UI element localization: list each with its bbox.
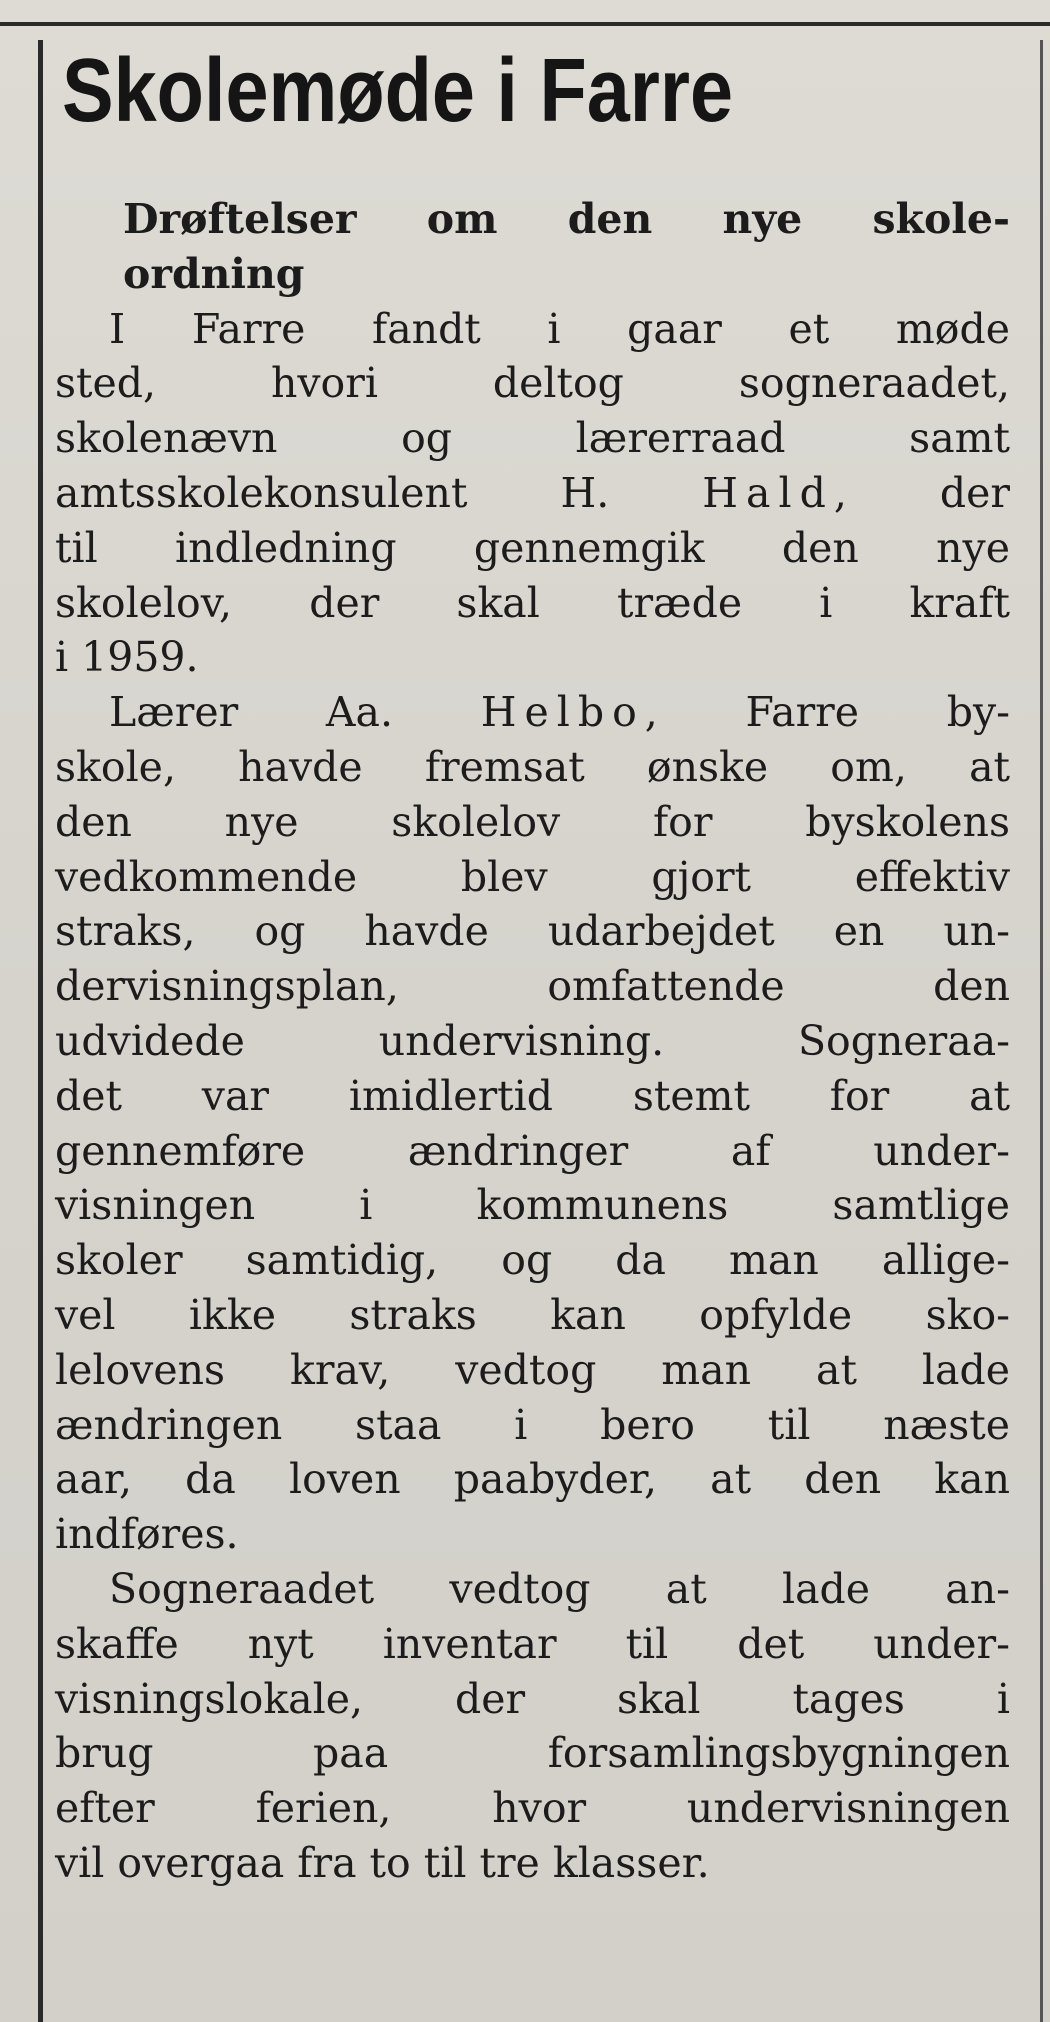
text-line: det var imidlertid stemt for at [55,1071,1010,1120]
text-line: straks, og havde udarbejdet en un- [55,907,1010,956]
text-line: efter ferien, hvor undervisningen [55,1784,1010,1833]
text-line: til indledning gennemgik den nye [55,523,1010,572]
left-column-rule [38,40,43,2022]
text-line: dervisningsplan, omfattende den [55,962,1010,1011]
text-line: Sogneraadet vedtog at lade an- [109,1564,1010,1613]
text-line: indføres. [55,1510,239,1559]
text-line: skaffe nyt inventar til det under- [55,1619,1010,1668]
text-fragment: , der [833,468,1010,517]
text-line: brug paa forsamlingsbygningen [55,1729,1010,1778]
subheadline-line: ordning [123,249,305,298]
text-line: gennemføre ændringer af under- [55,1126,1010,1175]
text-line: ændringen staa i bero til næste [55,1400,1010,1449]
text-fragment: Lærer Aa. [109,688,393,737]
text-line: I Farre fandt i gaar et møde [109,304,1010,353]
text-line: skolelov, der skal træde i kraft [55,578,1010,627]
text-fragment: , Farre by- [644,688,1010,737]
spaced-name-hald: Hald [702,468,834,517]
text-fragment: amtsskolekonsulent H. [55,468,610,517]
subheadline [55,192,1010,302]
headline: Skolemøde i Farre [62,41,734,141]
text-line: skolenævn og lærerraad samt [55,414,1010,463]
text-line [55,685,1010,740]
text-line [55,466,1010,521]
text-line: vil overgaa fra to til tre klasser. [55,1838,710,1887]
text-line: skoler samtidig, og da man allige- [55,1236,1010,1285]
text-line: aar, da loven paabyder, at den kan [55,1455,1010,1504]
spaced-name-helbo: Helbo [480,688,645,737]
text-line: vel ikke straks kan opfylde sko- [55,1290,1010,1339]
text-line: skole, havde fremsat ønske om, at [55,742,1010,791]
paragraph-1 [55,302,1010,686]
text-line: vedkommende blev gjort effektiv [55,852,1010,901]
top-column-rule [0,22,1050,26]
right-column-rule [1040,40,1043,2022]
text-line: i 1959. [55,633,199,682]
text-line: visningslokale, der skal tages i [55,1674,1010,1723]
article-body [55,192,1010,1891]
subheadline-line: Drøftelser om den nye skole- [123,195,1010,243]
text-line: lelovens krav, vedtog man at lade [55,1345,1010,1394]
text-line: sted, hvori deltog sogneraadet, [55,359,1010,408]
text-line: udvidede undervisning. Sogneraa- [55,1016,1010,1065]
text-line: den nye skolelov for byskolens [55,797,1010,846]
paragraph-2 [55,685,1010,1562]
paragraph-3 [55,1562,1010,1891]
text-line: visningen i kommunens samtlige [55,1181,1010,1230]
